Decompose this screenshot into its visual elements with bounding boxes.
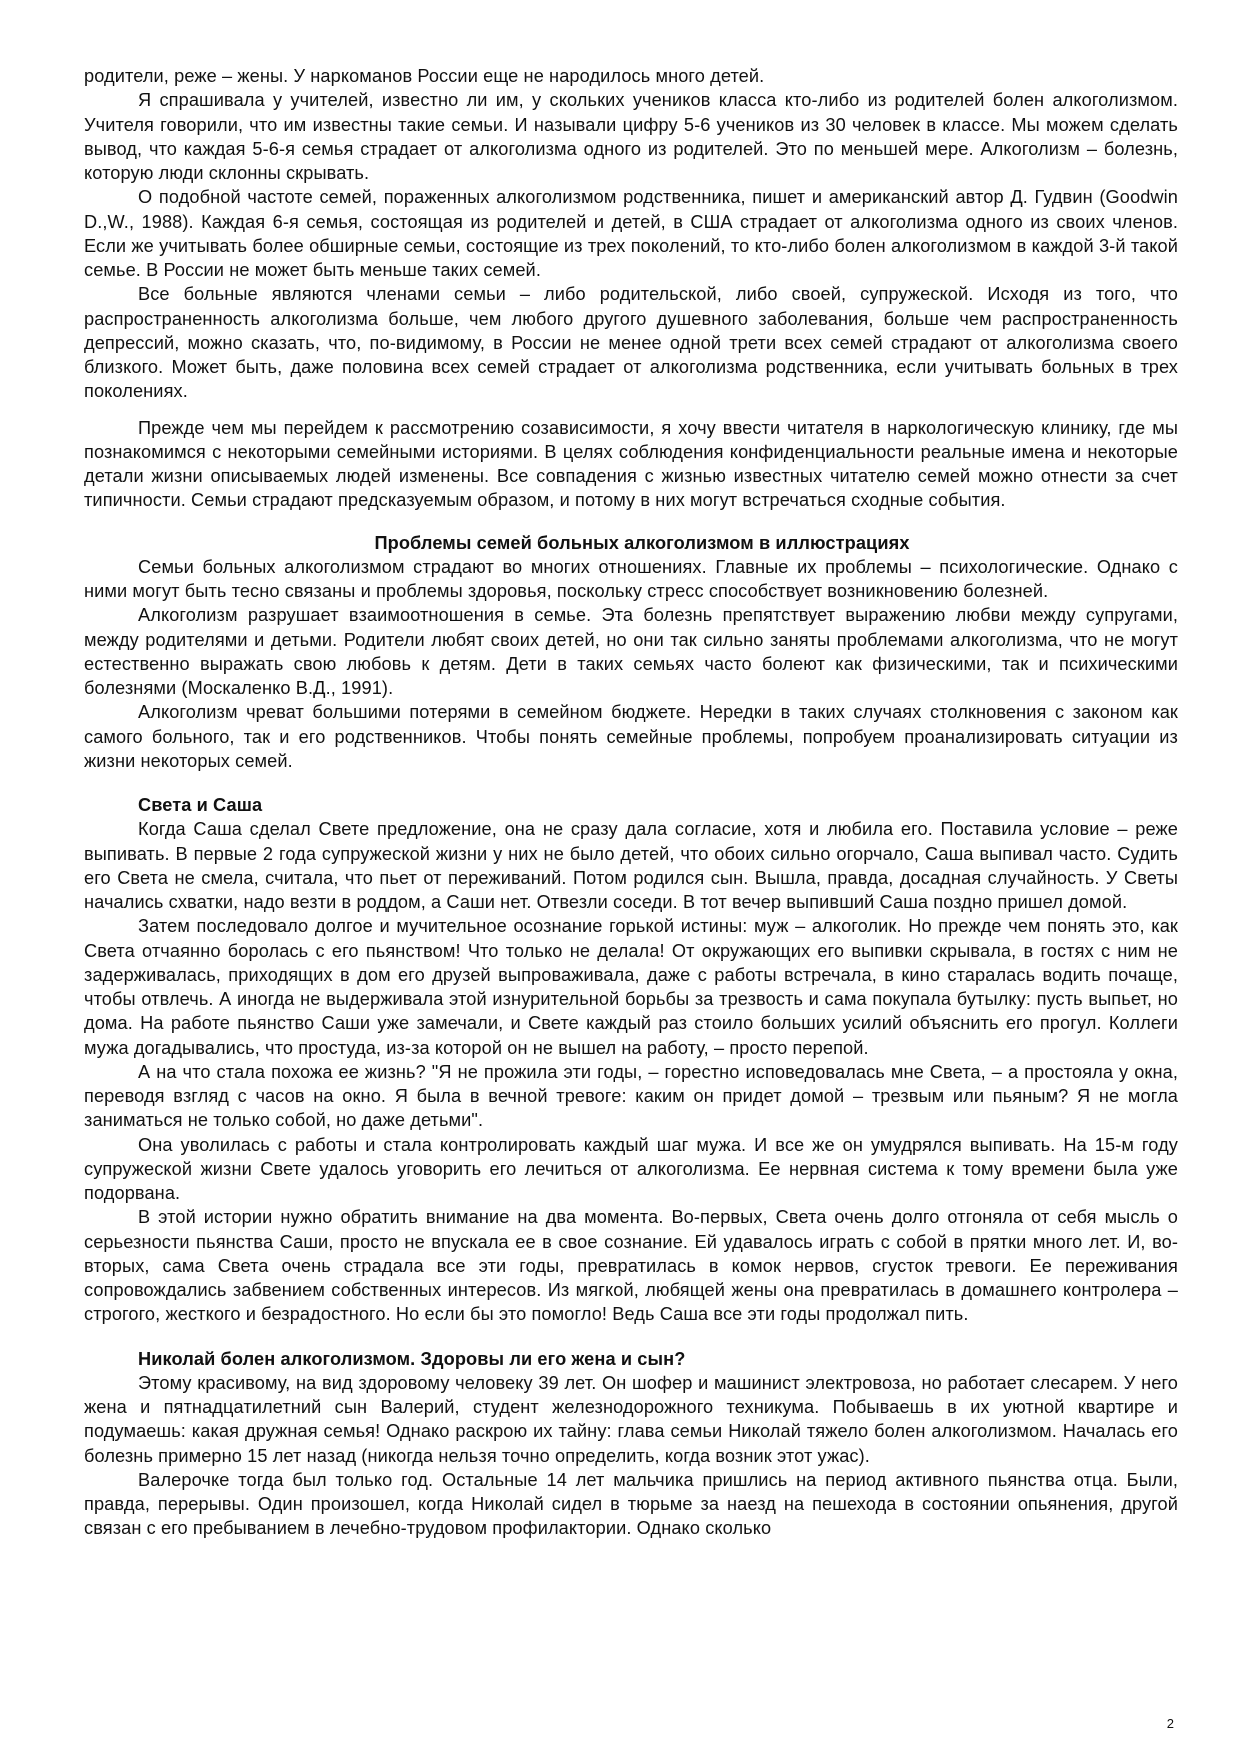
paragraph: В этой истории нужно обратить внимание на два момента. Во-первых, Света очень долго отгоняла от себя мысль о серьезности пьянства Саши, просто не впускала ее в свое сознание. Ей удавалось играть с собой в прятки много лет. И, во-вторых, сама Света очень страдала все эти годы, превратилась в комок нервов, сгусток тревоги. Ее переживания сопровождались забвением собственных интересов. Из мягкой, любящей жены она превратилась в домашнего контролера – строгого, жесткого и безрадостного. Но если бы это помогло! Ведь Саша все эти годы продолжал пить. xyxy=(84,1207,1178,1325)
paragraph: Она уволилась с работы и стала контролировать каждый шаг мужа. И все же он умудрялся выпивать. На 15-м году супружеской жизни Свете удалось уговорить его лечиться от алкоголизма. Ее нервная система к тому времени была уже подорвана. xyxy=(84,1134,1178,1203)
intro-paragraph: Прежде чем мы перейдем к рассмотрению созависимости, я хочу ввести читателя в наркологическую клинику, где мы познакомимся с некоторыми семейными историями. В целях соблюдения конфиденциальности реальные имена и некоторые детали жизни описываемых людей изменены. Все совпадения с жизнью известных читателю семей можно отнести за счет типичности. Семьи страдают предсказуемым образом, и потому в них могут встречаться сходные события. xyxy=(84,417,1178,511)
paragraph: Когда Саша сделал Свете предложение, она не сразу дала согласие, хотя и любила его. Поставила условие – реже выпивать. В первые 2 года супружеской жизни у них не было детей, что обоих сильно огорчало, Саша выпивал часто. Судить его Света не смела, считала, что пьет от переживаний. Потом родился сын. Вышла, правда, досадная случайность. У Светы начались схватки, надо везти в роддом, а Саши нет. Отвезли соседи. В тот вечер выпивший Саша поздно пришел домой. xyxy=(84,819,1178,912)
section-title: Проблемы семей больных алкоголизмом в иллюстрациях xyxy=(374,532,910,553)
page-number: 2 xyxy=(1166,1716,1174,1731)
paragraph: Я спрашивала у учителей, известно ли им, у скольких учеников класса кто-либо из родителей болен алкоголизмом. Учителя говорили, что им известны такие семьи. И называли цифру 5-6 учеников из 30 человек в классе. Мы можем сделать вывод, что каждая 5-6-я семья страдает от алкоголизма одного из родителей. Это по меньшей мере. Алкоголизм – болезнь, которую люди склонны скрывать. xyxy=(84,90,1178,183)
paragraph: Этому красивому, на вид здоровому человеку 39 лет. Он шофер и машинист электровоза, но работает слесарем. У него жена и пятнадцатилетний сын Валерий, студент железнодорожного техникума. Побываешь в их уютной квартире и подумаешь: какая дружная семья! Однако раскрою их тайну: глава семьи Николай тяжело болен алкоголизмом. Началась его болезнь примерно 15 лет назад (никогда нельзя точно определить, когда возник этот ужас). xyxy=(84,1372,1178,1466)
paragraph: Алкоголизм разрушает взаимоотношения в семье. Эта болезнь препятствует выражению любви между супругами, между родителями и детьми. Родители любят своих детей, но они так сильно заняты проблемами алкоголизма, что не могут естественно выражать свою любовь к детям. Дети в таких семьях часто болеют как физическими, так и психическими болезнями (Москаленко В.Д., 1991). xyxy=(84,605,1178,698)
paragraph: Алкоголизм чреват большими потерями в семейном бюджете. Нередки в таких случаях столкновения с законом как самого больного, так и его родственников. Чтобы понять семейные проблемы, попробуем проанализировать ситуации из жизни некоторых семей. xyxy=(84,702,1178,771)
paragraph: Все больные являются членами семьи – либо родительской, либо своей, супружеской. Исходя из того, что распространенность алкоголизма больше, чем любого другого душевного заболевания, больше чем распространенность депрессий, можно сказать, что, по-видимому, в России не менее одной трети всех семей страдают от алкоголизма своего близкого. Может быть, даже половина всех семей страдает от алкоголизма родственника, если учитывать больных в трех поколениях. xyxy=(84,284,1178,402)
document-page xyxy=(84,64,1178,1704)
paragraph: Затем последовало долгое и мучительное осознание горькой истины: муж – алкоголик. Но прежде чем понять это, как Света отчаянно боролась с его пьянством! Что только не делала! От окружающих его выпивки скрывала, в гостях с ним не задерживалась, приходящих в дом его друзей выпроваживала, даже с работы встречала, в кино старалась водить почаще, чтобы отвлечь. А иногда не выдерживала этой изнурительной борьбы за трезвость и сама покупала бутылку: пусть выпьет, но дома. На работе пьянство Саши уже замечали, и Свете каждый раз стоило больших усилий объяснить его прогул. Коллеги мужа догадывались, что простуда, из-за которой он не вышел на работу, – просто перепой. xyxy=(84,916,1178,1058)
subheading-nikolai: Николай болен алкоголизмом. Здоровы ли его жена и сын? xyxy=(138,1348,686,1369)
paragraph: Валерочке тогда был только год. Остальные 14 лет мальчика пришлись на период активного пьянства отца. Были, правда, перерывы. Один произошел, когда Николай сидел в тюрьме за наезд на пешехода в состоянии опьянения, другой связан с его пребыванием в лечебно-трудовом профилактории. Однако сколько xyxy=(84,1469,1178,1539)
paragraph: О подобной частоте семей, пораженных алкоголизмом родственника, пишет и американский автор Д. Гудвин (Goodwin D.,W., 1988). Каждая 6-я семья, состоящая из родителей и детей, в США страдает от алкоголизма одного из своих членов. Если же учитывать более обширные семьи, состоящие из трех поколений, то кто-либо болен алкоголизмом в каждой 3-й такой семье. В России не может быть меньше таких семей. xyxy=(84,187,1178,280)
subheading-sveta-sasha: Света и Саша xyxy=(138,795,263,815)
paragraph: А на что стала похожа ее жизнь? "Я не прожила эти годы, – горестно исповедовалась мне Света, – а простояла у окна, переводя взгляд с часов на окно. Я была в вечной тревоге: каким он придет домой – трезвым или пьяным? Я не могла заниматься не только собой, но даже детьми". xyxy=(84,1061,1178,1131)
paragraph: Семьи больных алкоголизмом страдают во многих отношениях. Главные их проблемы – психологические. Однако с ними могут быть тесно связаны и проблемы здоровья, поскольку стресс способствует возникновению болезней. xyxy=(84,556,1178,601)
paragraph: родители, реже – жены. У наркоманов России еще не народилось много детей. xyxy=(84,66,765,86)
